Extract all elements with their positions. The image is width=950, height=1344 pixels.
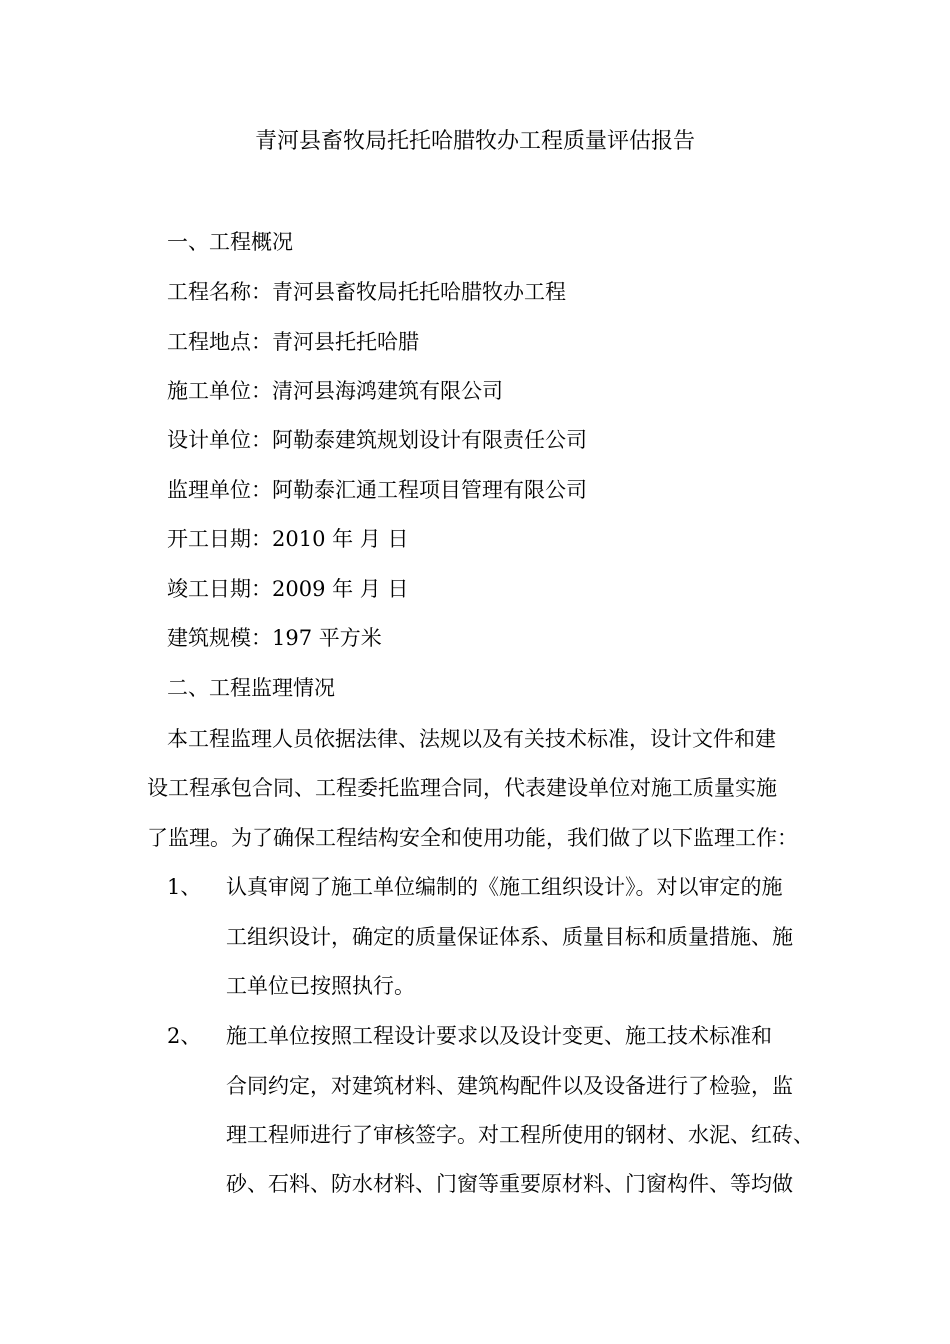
design-unit-field: 设计单位：阿勒泰建筑规划设计有限责任公司 bbox=[167, 428, 587, 452]
list-item-line: 工组织设计，确定的质量保证体系、质量目标和质量措施、施 bbox=[226, 925, 793, 949]
paragraph-line: 了监理。为了确保工程结构安全和使用功能，我们做了以下监理工作： bbox=[147, 826, 798, 850]
list-item-line: 工单位已按照执行。 bbox=[226, 974, 415, 998]
section-heading-supervision: 二、工程监理情况 bbox=[167, 676, 335, 700]
list-item-line: 认真审阅了施工单位编制的《施工组织设计》。对以审定的施 bbox=[226, 875, 783, 899]
list-item-number: 2、 bbox=[167, 1024, 202, 1048]
start-date-field: 开工日期：2010 年 月 日 bbox=[167, 527, 409, 551]
list-item-line: 施工单位按照工程设计要求以及设计变更、施工技术标准和 bbox=[226, 1024, 772, 1048]
paragraph-line: 设工程承包合同、工程委托监理合同，代表建设单位对施工质量实施 bbox=[147, 776, 777, 800]
paragraph-line: 本工程监理人员依据法律、法规以及有关技术标准，设计文件和建 bbox=[167, 727, 776, 751]
section-heading-overview: 一、工程概况 bbox=[167, 230, 293, 254]
list-item-line: 合同约定，对建筑材料、建筑构配件以及设备进行了检验，监 bbox=[226, 1074, 793, 1098]
completion-date-field: 竣工日期：2009 年 月 日 bbox=[167, 577, 409, 601]
supervision-unit-field: 监理单位：阿勒泰汇通工程项目管理有限公司 bbox=[167, 478, 587, 502]
list-item-number: 1、 bbox=[167, 875, 202, 899]
list-item-line: 理工程师进行了审核签字。对工程所使用的钢材、水泥、红砖、 bbox=[226, 1123, 814, 1147]
page-title: 青河县畜牧局托托哈腊牧办工程质量评估报告 bbox=[254, 129, 695, 154]
list-item-line: 砂、石料、防水材料、门窗等重要原材料、门窗构件、等均做 bbox=[226, 1172, 793, 1196]
construction-unit-field: 施工单位：清河县海鸿建筑有限公司 bbox=[167, 379, 503, 403]
building-scale-field: 建筑规模：197 平方米 bbox=[167, 626, 382, 650]
project-name-field: 工程名称：青河县畜牧局托托哈腊牧办工程 bbox=[167, 280, 566, 304]
project-location-field: 工程地点：青河县托托哈腊 bbox=[167, 330, 419, 354]
